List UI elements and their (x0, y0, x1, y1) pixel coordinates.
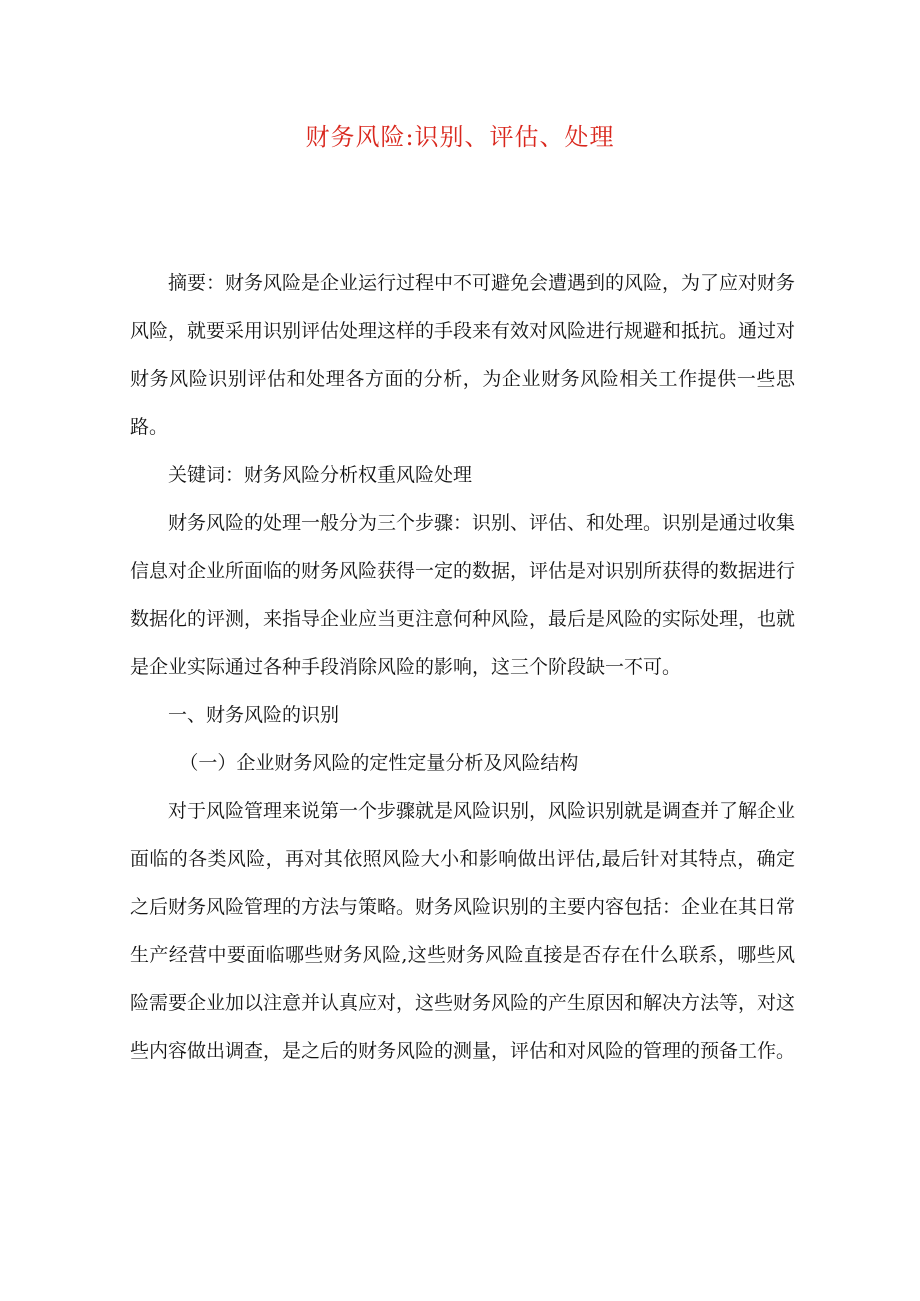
section-body-paragraph: 对于风险管理来说第一个步骤就是风险识别，风险识别就是调查并了解企业面临的各类风险，再对其依照风险大小和影响做出评估,最后针对其特点，确定之后财务风险管理的方法与策略。财务风险识别的主要内容包括：企业在其日常生产经营中要面临哪些财务风险,这些财务风险直接是否存在什么联系，哪些风险需要企业加以注意并认真应对，这些财务风险的产生原因和解决方法等，对这些内容做出调查，是之后的财务风险的测量，评估和对风险的管理的预备工作。 (130, 800, 796, 1062)
document-title: 财务风险:识别、评估、处理 (305, 123, 615, 151)
document-body (130, 259, 795, 1075)
intro-paragraph: 财务风险的处理一般分为三个步骤：识别、评估、和处理。识别是通过收集信息对企业所面临的财务风险获得一定的数据，评估是对识别所获得的数据进行数据化的评测，来指导企业应当更注意何种风险，最后是风险的实际处理，也就是企业实际通过各种手段消除风险的影响，这三个阶段缺一不可。 (130, 512, 796, 678)
keywords-paragraph: 关键词：财务风险分析权重风险处理 (168, 464, 473, 486)
section-heading: 一、财务风险的识别 (168, 704, 340, 726)
abstract-paragraph: 摘要：财务风险是企业运行过程中不可避免会遭遇到的风险，为了应对财务风险，就要采用识别评估处理这样的手段来有效对风险进行规避和抵抗。通过对财务风险识别评估和处理各方面的分析，为企业财务风险相关工作提供一些思路。 (130, 272, 796, 438)
subsection-heading: （一）企业财务风险的定性定量分析及风险结构 (179, 752, 579, 774)
